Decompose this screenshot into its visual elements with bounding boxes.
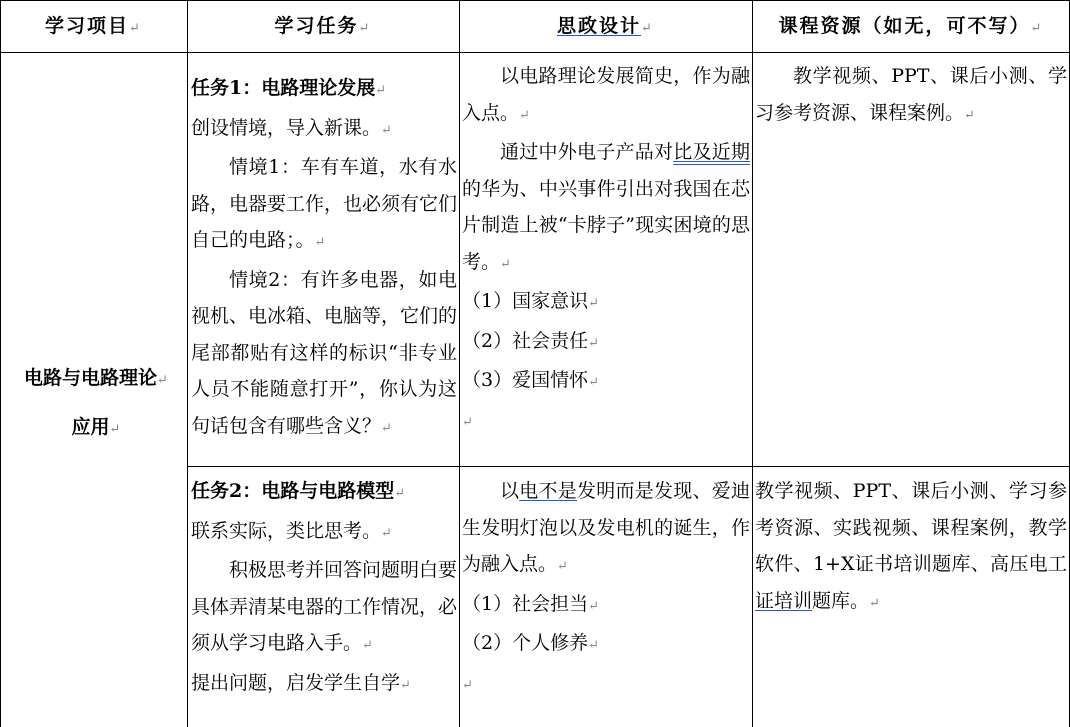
ideology-1-cell — [462, 58, 750, 441]
project-name: 电路与电路理论↵ 应用↵ — [24, 367, 168, 438]
task-1-intro: 创设情境，导入新课。↵ — [191, 116, 392, 139]
column-header-resources: 课程资源（如无，可不写）↵ — [778, 15, 1044, 37]
task-2-title: 任务2：电路与电路模型↵ — [191, 480, 406, 502]
ideology-2-cell — [462, 473, 750, 704]
ideology-2-empty: ↵ — [462, 677, 473, 693]
column-header-ideology: 思政设计↵ — [557, 15, 654, 37]
header-row-divider — [0, 52, 1070, 53]
ideology-1-item-2: （2）社会责任↵ — [462, 329, 599, 352]
task-2-prompt: 提出问题，启发学生自学↵ — [191, 671, 411, 694]
task-1-scenario-1: 情境1：车有车道，水有水路，电器要工作，也必须有它们自己的电路；。↵ — [191, 156, 458, 251]
ideology-1-para-1: 以电路理论发展简史，作为融入点。↵ — [462, 65, 750, 124]
task-2-cell — [191, 473, 457, 704]
column-header-task: 学习任务↵ — [274, 15, 372, 37]
task-row-divider — [187, 466, 1070, 467]
resources-2-cell — [755, 473, 1067, 622]
ideology-1-item-1: （1）国家意识↵ — [462, 290, 599, 312]
column-header-project: 学习项目↵ — [45, 15, 142, 37]
ideology-2-para: 以电不是发明而是发现、爱迪生发明灯泡以及发电机的诞生，作为融入点。↵ — [462, 480, 750, 575]
ideology-1-item-3: （3）爱国情怀↵ — [462, 369, 599, 391]
ideology-2-item-2: （2）个人修养↵ — [462, 632, 599, 654]
resources-1-cell — [755, 58, 1067, 134]
task-1-cell — [191, 70, 457, 447]
resources-2-text: 教学视频、PPT、课后小测、学习参考资源、实践视频、课程案例，教学软件、1+X证书培训题库、高压电工证培训题库。↵ — [755, 480, 1067, 612]
column-divider-1 — [187, 0, 188, 727]
ideology-1-empty: ↵ — [462, 414, 473, 430]
column-divider-2 — [459, 0, 460, 727]
ideology-1-para-2: 通过中外电子产品对比及近期的华为、中兴事件引出对我国在芯片制造上被“卡脖子”现实困境的思考。↵ — [462, 141, 750, 273]
task-2-intro: 联系实际，类比思考。↵ — [191, 519, 392, 542]
ideology-2-item-1: （1）社会担当↵ — [462, 592, 599, 615]
resources-1-text: 教学视频、PPT、课后小测、学习参考资源、课程案例。↵ — [755, 65, 1067, 124]
task-2-para: 积极思考并回答问题明白要具体弄清某电器的工作情况，必须从学习电路入手。↵ — [191, 559, 458, 654]
task-1-title: 任务1：电路理论发展↵ — [191, 77, 387, 99]
column-divider-3 — [752, 0, 753, 727]
task-1-scenario-2: 情境2：有许多电器，如电视机、电冰箱、电脑等，它们的尾部都贴有这样的标识“非专业人员不能随意打开”，你认为这句话包含有哪些含义？↵ — [191, 268, 458, 437]
table-border-left — [0, 0, 1, 727]
